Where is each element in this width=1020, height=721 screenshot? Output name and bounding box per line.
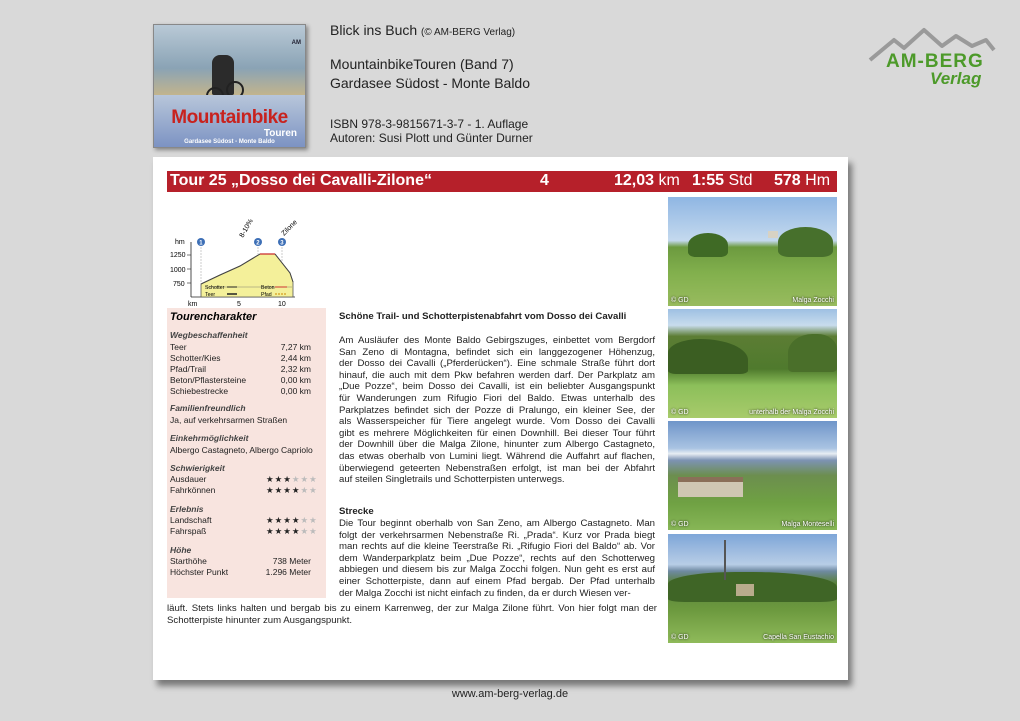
photo-malga-zocchi (668, 197, 837, 306)
photo-caption: Malga Monteselli (781, 521, 834, 528)
text-line: Am Ausläufer des Monte Baldo Gebirgszuges, einbettet vom Bergdorf (339, 335, 655, 346)
height-heading: Höhe (170, 545, 192, 555)
article-headline: Schöne Trail- und Schotterpistenabfahrt vom Dosso dei Cavalli (339, 311, 627, 322)
text-line: Die Tour beginnt oberhalb von San Zeno, am Albergo Castagneto. Man (339, 518, 655, 529)
star-filled-icon: ★ (274, 515, 284, 525)
tour-elevation: 578 Hm (774, 172, 831, 189)
profile-km-label: km (188, 301, 198, 308)
text-line: überwiegend geteerten Nebenstraßen erfolgt, ist man bei der Abfahrt (339, 462, 655, 474)
text-line: gibt es mehrere Möglichkeiten für einen Downhill. Bei dieser Tour führt (339, 427, 655, 439)
tour-title: Tour 25 „Dosso dei Cavalli-Zilone“ (170, 172, 432, 189)
cover-region: Gardasee Südost - Monte Baldo (184, 139, 275, 145)
difficulty-row: Ausdauer ★★★★★★ (170, 474, 318, 484)
legend-pfad: Pfad (261, 292, 272, 298)
photo-unterhalb-malga-zocchi (668, 309, 837, 418)
text-line: dem Wanderparkplatz beim „Due Pozze“, rechts auf den Schotterweg (339, 552, 655, 564)
photo-malga-monteselli (668, 421, 837, 530)
book-cover (153, 24, 306, 148)
header-blick (330, 22, 515, 38)
star-filled-icon: ★ (274, 485, 284, 495)
tc-title: Tourencharakter (170, 311, 257, 323)
text-line: Parkplatzes befindet sich der Pozze di Pralungo, ein kleiner See, der (339, 404, 655, 416)
peak-label: Zilone (280, 218, 299, 238)
stop-heading: Einkehrmöglichkeit (170, 433, 249, 443)
marker-1: 1 (199, 240, 203, 247)
text-line: „Due Pozze“, beim Dosso dei Cavalli, ist ein beliebter Ausgangspunkt (339, 381, 655, 393)
article-para2 (339, 518, 655, 599)
text-line: hinauf, die auch mit dem Pkw befahren werden darf. Der Parkplatz am (339, 369, 655, 381)
family-heading: Familienfreundlich (170, 403, 246, 413)
star-empty-icon: ★ (300, 485, 310, 495)
photo-credit: © GD (671, 521, 689, 528)
star-rating (266, 515, 318, 526)
star-empty-icon: ★ (309, 485, 318, 495)
series-title: MountainbikeTouren (Band 7) (330, 56, 514, 72)
tour-distance: 12,03 km (614, 172, 680, 189)
article-para3 (167, 603, 657, 626)
photo-capella-san-eustachio (668, 534, 837, 643)
article-para1 (339, 335, 655, 486)
surface-row: Beton/Pflastersteine 0,00 km (170, 375, 311, 385)
star-filled-icon: ★ (291, 485, 301, 495)
marker-2: 2 (256, 240, 260, 247)
photo-caption: Capella San Eustachio (763, 634, 834, 641)
star-rating (266, 474, 318, 485)
star-empty-icon: ★ (300, 526, 310, 536)
elevation-profile (165, 210, 340, 310)
text-line: abbiegen und diesem bis zur Malga Zocchi folgen. Nun geht es erst auf (339, 564, 655, 576)
text-line: läuft. Stets links halten und bergab bis zu einem Karrenweg, der zur Malga Zilone führt. Von hier folgt man der (167, 603, 657, 614)
route-heading: Strecke (339, 506, 374, 517)
star-empty-icon: ★ (291, 474, 301, 484)
tourencharakter-box (167, 308, 326, 598)
surface-row: Schiebestrecke 0,00 km (170, 386, 311, 396)
star-filled-icon: ★ (291, 515, 301, 525)
star-filled-icon: ★ (266, 485, 275, 495)
blick-label: Blick ins Buch (330, 22, 418, 38)
text-line: einer Schotterpiste, dann auf einem Pfad bergab. Der Pfad unterhalb (339, 575, 655, 587)
legend-teer: Teer (205, 292, 216, 298)
photo-caption: unterhalb der Malga Zocchi (749, 409, 834, 416)
height-row: Höchster Punkt 1.296 Meter (170, 567, 311, 577)
text-line: folgt der verkehrsarmen Nebenstraße Ri. „Prada“. Kurz vor Prada biegt (339, 529, 655, 541)
tour-time: 1:55 Std (692, 172, 753, 189)
star-filled-icon: ★ (283, 474, 292, 484)
text-line: für Wanderungen zum Rifugio Fiori del Baldo. Etwas unterhalb des (339, 392, 655, 404)
family-value: Ja, auf verkehrsarmen Straßen (170, 415, 288, 425)
star-filled-icon: ★ (266, 515, 275, 525)
stop-value: Albergo Castagneto, Albergo Capriolo (170, 445, 313, 455)
text-line: der Malga Zocchi ist nicht einfach zu finden, da er durch Wiesen ver- (339, 587, 631, 599)
logo-am-berg: AM-BERG (886, 51, 984, 72)
legend-beton: Beton (261, 285, 275, 291)
experience-heading: Erlebnis (170, 504, 204, 514)
star-empty-icon: ★ (309, 526, 318, 536)
star-empty-icon: ★ (309, 515, 318, 525)
text-line: als Wasserspeicher für Tiere angelegt wurde. Vom Dosso dei Cavalli (339, 416, 655, 428)
experience-row: Fahrspaß ★★★★★★ (170, 526, 318, 536)
y-tick: 750 (173, 281, 185, 288)
region-title: Gardasee Südost - Monte Baldo (330, 75, 531, 91)
star-filled-icon: ★ (283, 515, 292, 525)
photo-caption: Malga Zocchi (792, 297, 834, 304)
cover-title: Mountainbike (171, 107, 288, 128)
logo-verlag: Verlag (930, 69, 982, 88)
surface-row: Teer 7,27 km (170, 342, 311, 352)
y-tick: 1000 (170, 267, 186, 274)
star-empty-icon: ★ (309, 474, 318, 484)
surface-heading: Wegbeschaffenheit (170, 330, 248, 340)
text-line: der Dosso dei Cavalli („Pferderücken“). Eine schmale Straße führt dort (339, 358, 655, 370)
photo-credit: © GD (671, 297, 689, 304)
star-empty-icon: ★ (300, 515, 310, 525)
authors-line: Autoren: Susi Plott und Günter Durner (330, 131, 533, 145)
tour-title-bar (167, 171, 837, 192)
text-line: San Zeno di Montagna, befindet sich ein langgezogener Höhenzug, (339, 346, 655, 358)
difficulty-heading: Schwierigkeit (170, 463, 225, 473)
x-tick: 5 (237, 301, 241, 308)
star-filled-icon: ★ (283, 485, 292, 495)
difficulty-row: Fahrkönnen ★★★★★★ (170, 485, 318, 495)
legend-schotter: Schotter (205, 285, 225, 291)
surface-row: Pfad/Trail 2,32 km (170, 364, 311, 374)
star-filled-icon: ★ (274, 474, 284, 484)
star-filled-icon: ★ (283, 526, 292, 536)
text-line: auf steilen Singletrails und Schotterpisten unterwegs. (339, 474, 565, 486)
cover-subtitle: Touren (263, 128, 297, 139)
copyright-label: (© AM-BERG Verlag) (421, 27, 516, 38)
photo-credit: © GD (671, 409, 689, 416)
profile-hm-label: hm (175, 239, 185, 246)
height-row: Starthöhe 738 Meter (170, 556, 311, 566)
y-tick: 1250 (170, 252, 186, 259)
star-rating (266, 526, 318, 537)
photo-credit: © GD (671, 634, 689, 641)
marker-3: 3 (280, 240, 284, 247)
am-berg-logo (868, 24, 996, 92)
surface-row: Schotter/Kies 2,44 km (170, 353, 311, 363)
star-filled-icon: ★ (266, 526, 275, 536)
star-filled-icon: ★ (266, 474, 275, 484)
text-line: das etwas oberhalb von Lumini liegt. Während die Auffahrt auf flachen, (339, 450, 655, 462)
star-empty-icon: ★ (300, 474, 310, 484)
x-tick: 10 (278, 301, 286, 308)
star-filled-icon: ★ (291, 526, 301, 536)
footer-url[interactable]: www.am-berg-verlag.de (451, 688, 569, 700)
text-line: man rechts auf die kleine Teerstraße Ri. „Rifugio Fiori del Baldo“ ab. Vor (339, 541, 655, 553)
text-line: der Downhill über die Malga Zilone, hinunter zum Albergo Castagneto, (339, 439, 655, 451)
isbn-line: ISBN 978-3-9815671-3-7 - 1. Auflage (330, 117, 529, 131)
star-filled-icon: ★ (274, 526, 284, 536)
experience-row: Landschaft ★★★★★★ (170, 515, 318, 525)
cover-badge: AM (291, 40, 301, 46)
text-line: Schotterpiste hinunter zum Ausgangspunkt. (167, 614, 353, 626)
star-rating (266, 485, 318, 496)
grade-label: 8-10% (238, 217, 255, 239)
tour-level: 4 (540, 172, 549, 189)
